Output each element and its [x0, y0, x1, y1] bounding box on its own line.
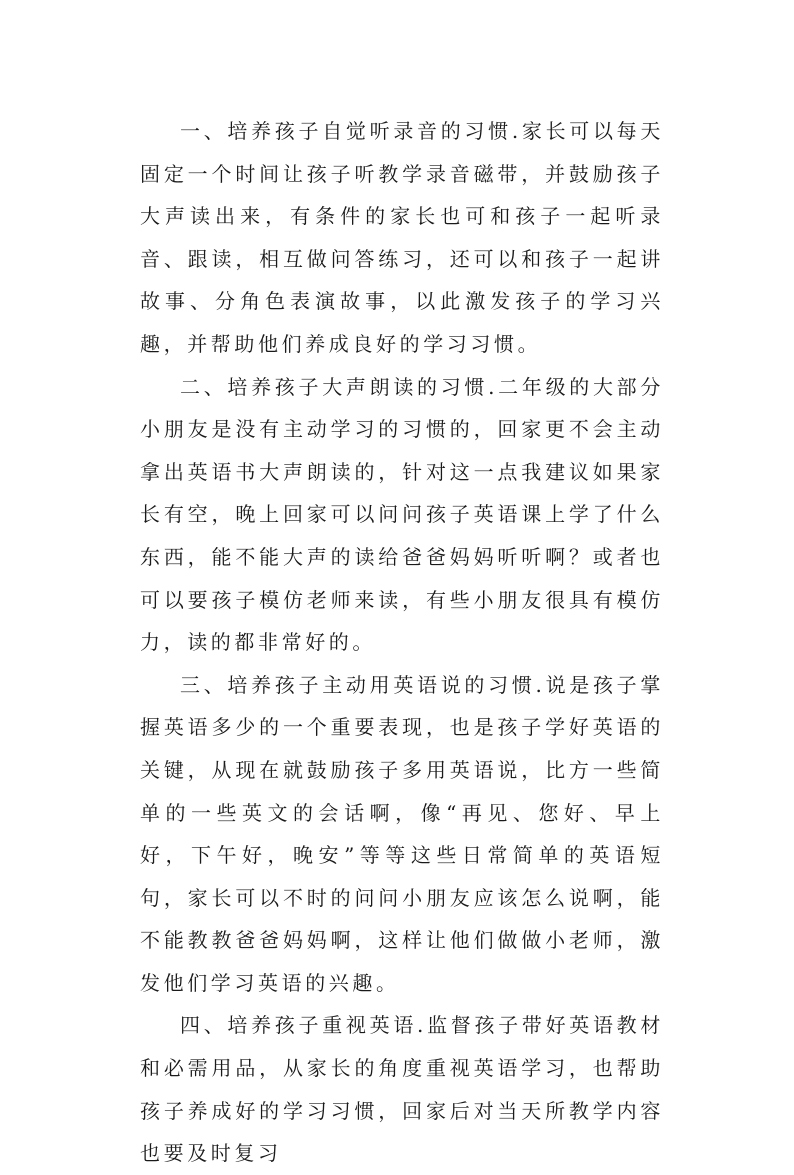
- paragraph-2: 二、培养孩子大声朗读的习惯.二年级的大部分小朋友是没有主动学习的习惯的，回家更不会主动拿出英语书大声朗读的，针对这一点我建议如果家长有空，晚上回家可以问问孩子英语课上学了什么东西，能不能大声的读给爸爸妈妈听听啊？或者也可以要孩子模仿老师来读，有些小朋友很具有模仿力，读的都非常好的。: [140, 374, 664, 655]
- paragraph-4: 四、培养孩子重视英语.监督孩子带好英语教材和必需用品，从家长的角度重视英语学习，也帮助孩子养成好的学习习惯，回家后对当天所教学内容也要及时复习: [140, 1013, 664, 1166]
- paragraph-1: 一、培养孩子自觉听录音的习惯.家长可以每天固定一个时间让孩子听教学录音磁带，并鼓励孩子大声读出来，有条件的家长也可和孩子一起听录音、跟读，相互做问答练习，还可以和孩子一起讲故事、分角色表演故事，以此激发孩子的学习兴趣，并帮助他们养成良好的学习习惯。: [140, 119, 664, 356]
- document-body: [140, 110, 664, 1175]
- paragraph-3: 三、培养孩子主动用英语说的习惯.说是孩子掌握英语多少的一个重要表现，也是孩子学好英语的关键，从现在就鼓励孩子多用英语说，比方一些简单的一些英文的会话啊，像“再见、您好、早上好，下午好，晚安”等等这些日常简单的英语短句，家长可以不时的问问小朋友应该怎么说啊，能不能教教爸爸妈妈啊，这样让他们做做小老师，激发他们学习英语的兴趣。: [140, 672, 664, 995]
